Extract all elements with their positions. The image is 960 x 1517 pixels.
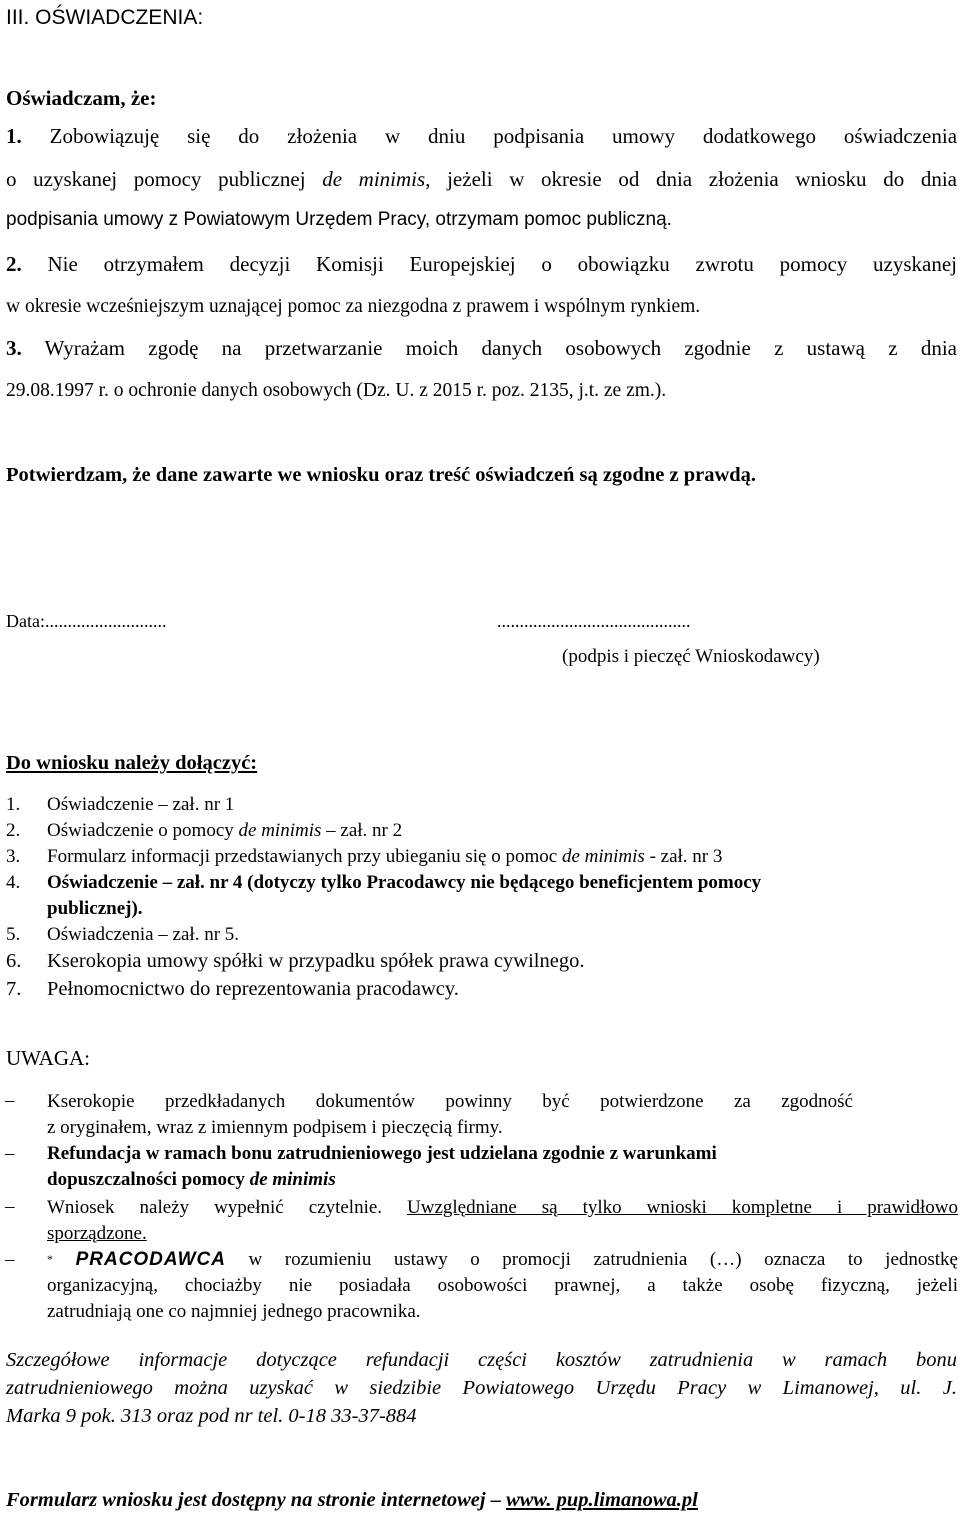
list-item: 4. [6,872,21,893]
date-field: Data:........................... [6,611,167,631]
warning-item-1-line-1: Kserokopie przedkładanych dokumentów powinny być potwierdzone za zgodność [47,1091,853,1112]
de-minimis-term: de minimis [322,167,426,191]
list-item-text: Oświadczenie o pomocy de minimis – zał. nr 2 [47,820,403,841]
warning-item-3-line-2: sporządzone. [47,1223,147,1244]
signature-caption: (podpis i pieczęć Wnioskodawcy) [562,646,820,667]
warning-item-4-line-1: * PRACODAWCA w rozumieniu ustawy o promocji zatrudnienia (…) oznacza to jednostkę [47,1249,958,1270]
dash-bullet: – [5,1249,15,1270]
dash-bullet: – [5,1143,15,1164]
asterisk-icon: * [47,1252,53,1266]
list-item-text: Kserokopia umowy spółki w przypadku spółek prawa cywilnego. [47,950,585,972]
attachments-heading: Do wniosku należy dołączyć: [6,752,258,774]
info-line-1: Szczegółowe informacje dotyczące refundacji części kosztów zatrudnienia w ramach bonu [6,1349,957,1371]
list-item-text: Formularz informacji przedstawianych przy ubieganiu się o pomoc de minimis - zał. nr 3 [47,846,723,867]
list-item-text: Pełnomocnictwo do reprezentowania pracodawcy. [47,978,459,1000]
list-item: 3. [6,846,21,867]
statement-1-line-3: podpisania umowy z Powiatowym Urzędem Pracy, otrzymam pomoc publiczną. [6,209,672,230]
warning-item-4-line-3: zatrudniają one co najmniej jednego pracownika. [47,1301,421,1322]
statement-2-line-2: w okresie wcześniejszym uznającej pomoc za niezgodna z prawem i wspólnym rynkiem. [6,296,701,317]
list-item: 7. [6,978,22,1000]
warning-item-1-line-2: z oryginałem, wraz z imiennym podpisem i pieczęcią firmy. [47,1117,503,1138]
signature-dots: ........................................... [497,611,691,631]
warning-item-2-line-1: Refundacja w ramach bonu zatrudnieniowego jest udzielana zgodnie z warunkami [47,1143,717,1164]
list-item: 1. [6,794,21,815]
intro-heading: Oświadczam, że: [6,86,157,110]
list-item-text-cont: publicznej). [47,898,143,919]
list-item-text: Oświadczenie – zał. nr 4 (dotyczy tylko Pracodawcy nie będącego beneficjentem pomocy [47,872,762,893]
info-line-3: Marka 9 pok. 313 oraz pod nr tel. 0-18 33-37-884 [6,1405,417,1427]
statement-3-line-2: 29.08.1997 r. o ochronie danych osobowych (Dz. U. z 2015 r. poz. 2135, j.t. ze zm.). [6,380,667,401]
statement-3-line-1: 3. Wyrażam zgodę na przetwarzanie moich danych osobowych zgodnie z ustawą z dnia [6,336,957,360]
statement-1-line-1: 1. Zobowiązuję się do złożenia w dniu podpisania umowy dodatkowego oświadczenia [6,124,958,148]
footer-note: Formularz wniosku jest dostępny na stronie internetowej – www. pup.limanowa.pl [6,1489,698,1511]
section-title: III. OŚWIADCZENIA: [6,6,204,29]
website-link[interactable]: www. pup.limanowa.pl [506,1489,698,1511]
list-item: 5. [6,924,21,945]
dash-bullet: – [5,1090,15,1111]
info-line-2: zatrudnieniowego można uzyskać w siedzibie Powiatowego Urzędu Pracy w Limanowej, ul. J. [6,1377,957,1399]
list-item: 6. [6,950,22,972]
warning-item-2-line-2: dopuszczalności pomocy de minimis [47,1169,336,1190]
statement-2-line-1: 2. Nie otrzymałem decyzji Komisji Europejskiej o obowiązku zwrotu pomocy uzyskanej [6,252,958,276]
warning-item-3-line-1: Wniosek należy wypełnić czytelnie. Uwzględniane są tylko wnioski kompletne i prawidłowo [47,1197,958,1218]
confirmation-statement: Potwierdzam, że dane zawarte we wniosku oraz treść oświadczeń są zgodne z prawdą. [6,464,757,486]
warning-heading: UWAGA: [6,1046,90,1070]
list-item-text: Oświadczenie – zał. nr 1 [47,794,235,815]
list-item: 2. [6,820,21,841]
list-item-text: Oświadczenia – zał. nr 5. [47,924,240,945]
dash-bullet: – [5,1196,15,1217]
warning-item-4-line-2: organizacyjną, chociażby nie posiadała osobowości prawnej, a także osobę fizyczną, jeżeli [47,1275,958,1296]
statement-1-line-2: o uzyskanej pomocy publicznej de minimis, jeżeli w okresie od dnia złożenia wniosku do dnia [6,167,958,191]
